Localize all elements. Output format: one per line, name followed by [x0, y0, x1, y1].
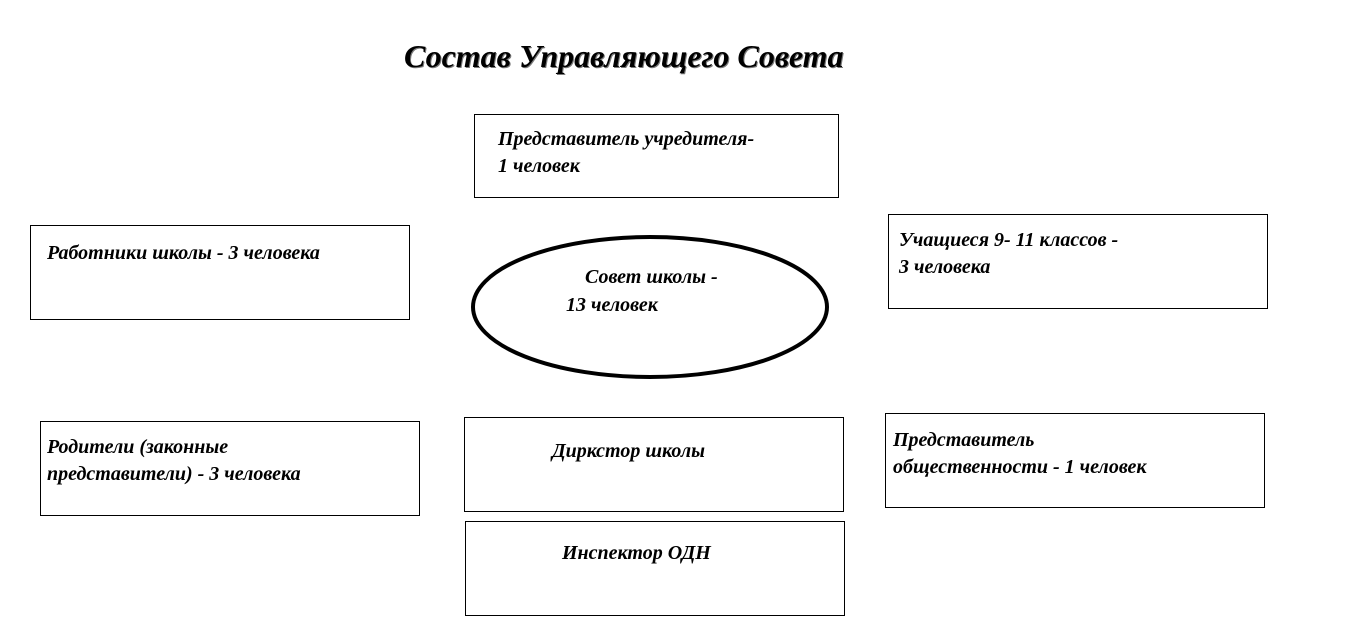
diagram-title: Состав Управляющего Совета	[404, 38, 844, 74]
council-label-line1: Совет школы -	[585, 266, 718, 288]
director-box	[464, 417, 844, 512]
school-staff-label: Работники школы - 3 человека	[47, 242, 320, 264]
parents-box	[40, 421, 420, 516]
director-label: Диркстор школы	[552, 440, 706, 462]
students-label: Учащиеся 9- 11 классов - 3 человека	[899, 229, 1119, 278]
inspector-label: Инспектор ОДН	[562, 542, 711, 564]
inspector-box	[465, 521, 845, 616]
public-representative-box	[885, 413, 1265, 508]
parents-label: Родители (законные представители) - 3 человека	[47, 436, 301, 485]
council-label-line2: 13 человек	[566, 294, 658, 316]
founder-representative-label: Представитель учредителя- 1 человек	[498, 128, 755, 177]
public-representative-label: Представитель общественности - 1 человек	[893, 429, 1147, 478]
